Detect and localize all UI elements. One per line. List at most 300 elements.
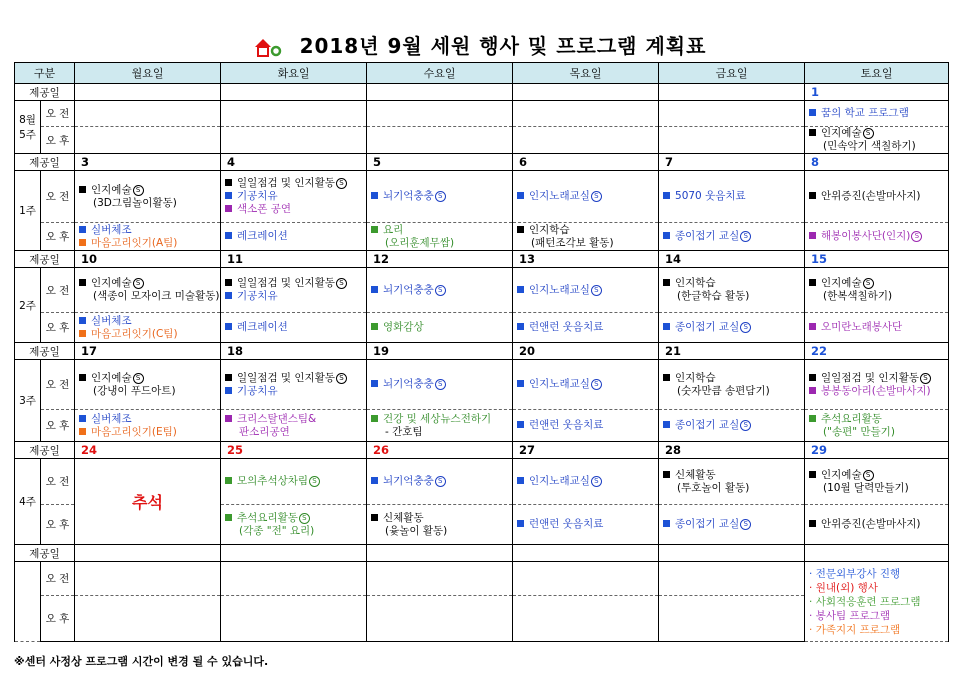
event-text: 모의추석상차림 bbox=[237, 475, 309, 487]
am-row bbox=[15, 268, 949, 313]
bullet-square-icon bbox=[517, 380, 524, 387]
date-cell: 3 bbox=[75, 154, 221, 171]
bullet-square-icon bbox=[809, 129, 816, 136]
event-text: 일일점검 및 인지활동 bbox=[237, 177, 335, 189]
s5-badge-icon: S bbox=[591, 285, 602, 296]
bullet-square-icon bbox=[79, 226, 86, 233]
event-text: (윷놀이 활동) bbox=[385, 524, 448, 537]
event-text: 런앤런 웃음치료 bbox=[529, 321, 604, 333]
bullet-square-icon bbox=[225, 323, 232, 330]
s5-badge-icon: S bbox=[920, 373, 931, 384]
event-item bbox=[225, 230, 362, 243]
bullet-square-icon bbox=[225, 387, 232, 394]
date-row bbox=[15, 251, 949, 268]
event-item bbox=[517, 190, 654, 203]
program-cell bbox=[367, 313, 513, 343]
bullet-square-icon bbox=[517, 477, 524, 484]
bullet-square-icon bbox=[809, 471, 816, 478]
event-item bbox=[663, 518, 800, 531]
event-text: 런앤런 웃음치료 bbox=[529, 419, 604, 431]
program-cell bbox=[513, 562, 659, 596]
header-category: 구분 bbox=[15, 63, 75, 84]
s5-badge-icon: S bbox=[740, 322, 751, 333]
program-cell bbox=[513, 360, 659, 410]
event-item bbox=[663, 419, 800, 432]
program-cell bbox=[659, 101, 805, 127]
bullet-square-icon bbox=[225, 477, 232, 484]
provide-label: 제공일 bbox=[15, 251, 75, 268]
week-label: 2주 bbox=[15, 268, 41, 343]
program-cell bbox=[513, 171, 659, 223]
s5-badge-icon: S bbox=[133, 278, 144, 289]
week-label bbox=[15, 562, 41, 642]
event-item bbox=[371, 475, 508, 488]
program-cell bbox=[221, 562, 367, 596]
bullet-square-icon bbox=[809, 415, 816, 422]
program-cell bbox=[513, 268, 659, 313]
event-text: 런앤런 웃음치료 bbox=[529, 518, 604, 530]
event-item bbox=[79, 277, 216, 290]
event-item bbox=[517, 321, 654, 334]
event-text: 기공치유 bbox=[237, 190, 278, 202]
legend-item: · 봉사팀 프로그램 bbox=[809, 609, 891, 622]
bullet-square-icon bbox=[79, 186, 86, 193]
date-cell: 24 bbox=[75, 442, 221, 459]
provide-label: 제공일 bbox=[15, 442, 75, 459]
date-row bbox=[15, 84, 949, 101]
event-item bbox=[663, 290, 800, 303]
date-cell: 6 bbox=[513, 154, 659, 171]
event-item bbox=[79, 372, 216, 385]
program-cell bbox=[659, 223, 805, 251]
program-cell bbox=[659, 268, 805, 313]
bullet-square-icon bbox=[371, 192, 378, 199]
event-item bbox=[517, 378, 654, 391]
program-cell bbox=[221, 360, 367, 410]
page-title bbox=[0, 30, 960, 59]
event-item bbox=[225, 177, 362, 190]
pm-row bbox=[15, 410, 949, 442]
bullet-square-icon bbox=[809, 192, 816, 199]
bullet-square-icon bbox=[225, 179, 232, 186]
program-cell bbox=[513, 505, 659, 545]
s5-badge-icon: S bbox=[435, 379, 446, 390]
s5-badge-icon: S bbox=[740, 420, 751, 431]
s5-badge-icon: S bbox=[336, 373, 347, 384]
event-item bbox=[663, 482, 800, 495]
event-item bbox=[79, 197, 216, 210]
event-text: (강냉이 푸드아트) bbox=[93, 384, 176, 397]
event-text: (10월 달력만들기) bbox=[823, 481, 909, 494]
bullet-square-icon bbox=[79, 279, 86, 286]
event-text: 꿈의 학교 프로그램 bbox=[821, 107, 909, 119]
date-cell: 19 bbox=[367, 343, 513, 360]
event-item bbox=[517, 237, 654, 250]
program-cell bbox=[513, 313, 659, 343]
event-item bbox=[809, 372, 944, 385]
program-cell bbox=[221, 101, 367, 127]
event-text: 마음고리잇기(A팀) bbox=[91, 236, 178, 249]
provide-label: 제공일 bbox=[15, 154, 75, 171]
program-cell bbox=[75, 101, 221, 127]
program-cell bbox=[75, 223, 221, 251]
date-cell: 15 bbox=[805, 251, 949, 268]
legend-item: · 사회적응훈련 프로그램 bbox=[809, 595, 921, 608]
date-row bbox=[15, 545, 949, 562]
s5-badge-icon: S bbox=[740, 519, 751, 530]
program-cell bbox=[367, 171, 513, 223]
date-cell: 27 bbox=[513, 442, 659, 459]
program-cell bbox=[221, 313, 367, 343]
bullet-square-icon bbox=[225, 374, 232, 381]
date-cell: 13 bbox=[513, 251, 659, 268]
bullet-square-icon bbox=[79, 374, 86, 381]
date-cell: 14 bbox=[659, 251, 805, 268]
event-text: (색종이 모자이크 미술활동) bbox=[93, 290, 220, 302]
date-cell: 7 bbox=[659, 154, 805, 171]
event-text: 일일점검 및 인지활동 bbox=[237, 371, 335, 384]
program-cell bbox=[805, 313, 949, 343]
event-item bbox=[371, 237, 508, 250]
s5-badge-icon: S bbox=[336, 178, 347, 189]
pm-row bbox=[15, 313, 949, 343]
bullet-square-icon bbox=[809, 520, 816, 527]
event-text: 인지학습 bbox=[529, 223, 570, 236]
event-text: 일일점검 및 인지활동 bbox=[821, 371, 919, 384]
program-cell bbox=[513, 410, 659, 442]
event-item bbox=[809, 277, 944, 290]
program-cell bbox=[805, 268, 949, 313]
date-cell: 10 bbox=[75, 251, 221, 268]
event-text: ("송편" 만들기) bbox=[823, 425, 895, 438]
bullet-square-icon bbox=[79, 239, 86, 246]
bullet-square-icon bbox=[517, 192, 524, 199]
am-label: 오 전 bbox=[41, 171, 75, 223]
program-cell bbox=[367, 596, 513, 642]
event-item bbox=[371, 190, 508, 203]
program-cell bbox=[513, 459, 659, 505]
program-cell bbox=[805, 171, 949, 223]
event-item bbox=[225, 385, 362, 398]
date-cell: 1 bbox=[805, 84, 949, 101]
pm-row bbox=[15, 127, 949, 154]
date-cell: 21 bbox=[659, 343, 805, 360]
event-text: 종이접기 교실 bbox=[675, 321, 740, 333]
program-cell bbox=[659, 410, 805, 442]
date-cell bbox=[805, 545, 949, 562]
date-cell bbox=[513, 545, 659, 562]
event-item bbox=[225, 413, 362, 426]
event-item bbox=[371, 378, 508, 391]
s5-badge-icon: S bbox=[336, 278, 347, 289]
header-row bbox=[15, 63, 949, 84]
program-cell bbox=[75, 562, 221, 596]
event-text: (투호놀이 활동) bbox=[677, 481, 750, 494]
event-item bbox=[79, 290, 220, 303]
week-label: 1주 bbox=[15, 171, 41, 251]
program-cell bbox=[221, 171, 367, 223]
pm-row bbox=[15, 223, 949, 251]
s5-badge-icon: S bbox=[299, 513, 310, 524]
s5-badge-icon: S bbox=[863, 128, 874, 139]
bullet-square-icon bbox=[225, 514, 232, 521]
event-text: 종이접기 교실 bbox=[675, 230, 740, 242]
date-cell: 28 bbox=[659, 442, 805, 459]
bullet-square-icon bbox=[225, 292, 232, 299]
event-item bbox=[809, 127, 944, 140]
program-cell bbox=[75, 127, 221, 154]
event-item bbox=[517, 284, 654, 297]
bullet-square-icon bbox=[225, 205, 232, 212]
s5-badge-icon: S bbox=[591, 379, 602, 390]
event-text: (한글학습 활동) bbox=[677, 290, 750, 302]
program-cell bbox=[221, 268, 367, 313]
date-cell: 26 bbox=[367, 442, 513, 459]
date-cell: 5 bbox=[367, 154, 513, 171]
bullet-square-icon bbox=[225, 192, 232, 199]
pm-label: 오 후 bbox=[41, 505, 75, 545]
s5-badge-icon: S bbox=[435, 285, 446, 296]
event-text: 뇌기억충충 bbox=[383, 283, 434, 296]
title-text: 2018년 9월 세원 행사 및 프로그램 계획표 bbox=[299, 34, 707, 58]
event-text: 인지예술 bbox=[821, 127, 862, 139]
program-cell bbox=[659, 313, 805, 343]
event-item bbox=[809, 413, 944, 426]
bullet-square-icon bbox=[225, 279, 232, 286]
legend-item: · 가족지지 프로그램 bbox=[809, 623, 901, 636]
event-item bbox=[809, 426, 944, 439]
event-item bbox=[809, 107, 944, 120]
event-item bbox=[371, 224, 508, 237]
bullet-square-icon bbox=[517, 226, 524, 233]
am-row bbox=[15, 360, 949, 410]
event-text: 인지노래교실 bbox=[529, 283, 590, 296]
program-cell bbox=[221, 410, 367, 442]
bullet-square-icon bbox=[663, 323, 670, 330]
program-cell bbox=[367, 223, 513, 251]
bullet-square-icon bbox=[371, 514, 378, 521]
event-text: 오미란노래봉사단 bbox=[821, 321, 903, 333]
program-cell bbox=[513, 223, 659, 251]
week-label: 8월 5주 bbox=[15, 101, 41, 154]
event-item bbox=[517, 475, 654, 488]
event-item bbox=[371, 525, 508, 538]
bullet-square-icon bbox=[79, 428, 86, 435]
event-text: 실버체조 bbox=[91, 314, 132, 327]
am-label: 오 전 bbox=[41, 268, 75, 313]
bullet-square-icon bbox=[663, 192, 670, 199]
event-item bbox=[663, 469, 800, 482]
bullet-square-icon bbox=[225, 232, 232, 239]
event-text: 종이접기 교실 bbox=[675, 518, 740, 530]
program-cell bbox=[805, 223, 949, 251]
program-cell bbox=[75, 410, 221, 442]
pm-label: 오 후 bbox=[41, 410, 75, 442]
provide-label: 제공일 bbox=[15, 343, 75, 360]
event-text: 인지학습 bbox=[675, 371, 716, 384]
date-cell: 11 bbox=[221, 251, 367, 268]
event-item bbox=[225, 190, 362, 203]
event-text: 인지노래교실 bbox=[529, 190, 590, 202]
bullet-square-icon bbox=[371, 477, 378, 484]
bullet-square-icon bbox=[371, 323, 378, 330]
bullet-square-icon bbox=[809, 279, 816, 286]
event-text: 기공치유 bbox=[237, 384, 278, 397]
bullet-square-icon bbox=[79, 317, 86, 324]
bullet-square-icon bbox=[663, 520, 670, 527]
header-thu: 목요일 bbox=[513, 63, 659, 84]
event-item bbox=[79, 237, 216, 250]
date-cell: 8 bbox=[805, 154, 949, 171]
event-item bbox=[79, 385, 216, 398]
event-text: 판소리공연 bbox=[239, 425, 290, 438]
am-row bbox=[15, 562, 949, 596]
program-cell bbox=[221, 223, 367, 251]
schedule-table bbox=[14, 62, 949, 642]
am-row bbox=[15, 101, 949, 127]
program-cell bbox=[367, 505, 513, 545]
logo bbox=[254, 37, 282, 59]
event-text: 색소폰 공연 bbox=[237, 203, 292, 215]
event-item bbox=[225, 372, 362, 385]
date-cell: 20 bbox=[513, 343, 659, 360]
bullet-square-icon bbox=[371, 415, 378, 422]
program-cell bbox=[367, 127, 513, 154]
event-item bbox=[371, 413, 508, 426]
event-text: 안위증진(손발마사지) bbox=[821, 518, 921, 530]
program-cell bbox=[367, 268, 513, 313]
event-item bbox=[809, 469, 944, 482]
header-fri: 금요일 bbox=[659, 63, 805, 84]
pm-label: 오 후 bbox=[41, 127, 75, 154]
bullet-square-icon bbox=[371, 380, 378, 387]
event-text: 영화감상 bbox=[383, 321, 424, 333]
bullet-square-icon bbox=[809, 323, 816, 330]
event-item bbox=[79, 184, 216, 197]
event-item bbox=[371, 284, 508, 297]
event-item bbox=[517, 419, 654, 432]
program-cell bbox=[659, 459, 805, 505]
program-cell bbox=[75, 360, 221, 410]
event-item bbox=[225, 203, 362, 216]
event-text: 인지학습 bbox=[675, 277, 716, 289]
am-label: 오 전 bbox=[41, 562, 75, 596]
event-text: 크리스탈댄스팀& bbox=[237, 412, 317, 425]
date-cell bbox=[659, 545, 805, 562]
event-text: 뇌기억충충 bbox=[383, 378, 434, 390]
event-text: 요리 bbox=[383, 223, 404, 236]
event-text: 인지예술 bbox=[91, 183, 132, 196]
event-text: 인지예술 bbox=[821, 277, 862, 289]
program-cell bbox=[367, 101, 513, 127]
event-item bbox=[809, 290, 944, 303]
event-item bbox=[225, 475, 362, 488]
event-item bbox=[809, 230, 944, 243]
event-item bbox=[79, 315, 216, 328]
program-cell bbox=[221, 505, 367, 545]
event-item bbox=[225, 277, 362, 290]
program-cell bbox=[805, 360, 949, 410]
date-cell bbox=[75, 84, 221, 101]
program-cell bbox=[367, 360, 513, 410]
am-label: 오 전 bbox=[41, 459, 75, 505]
event-text: 안위증진(손발마사지) bbox=[821, 190, 921, 202]
event-text: 인지노래교실 bbox=[529, 475, 590, 487]
event-text: (3D그림놀이활동) bbox=[93, 196, 177, 209]
program-cell bbox=[659, 562, 805, 596]
date-cell: 12 bbox=[367, 251, 513, 268]
bullet-square-icon bbox=[663, 471, 670, 478]
bullet-square-icon bbox=[517, 421, 524, 428]
s5-badge-icon: S bbox=[740, 231, 751, 242]
event-item bbox=[809, 482, 944, 495]
event-text: 인지예술 bbox=[91, 371, 132, 384]
date-cell bbox=[221, 545, 367, 562]
date-cell bbox=[513, 84, 659, 101]
s5-badge-icon: S bbox=[911, 231, 922, 242]
provide-label: 제공일 bbox=[15, 84, 75, 101]
bullet-square-icon bbox=[663, 374, 670, 381]
event-text: 레크레이션 bbox=[237, 321, 288, 333]
program-cell bbox=[659, 127, 805, 154]
bullet-square-icon bbox=[809, 374, 816, 381]
event-text: (오리훈제무쌈) bbox=[385, 236, 455, 249]
event-text: 해봉이봉사단(인지) bbox=[821, 230, 911, 242]
s5-badge-icon: S bbox=[863, 278, 874, 289]
program-cell bbox=[221, 596, 367, 642]
event-item bbox=[663, 190, 800, 203]
program-cell bbox=[805, 127, 949, 154]
s5-badge-icon: S bbox=[591, 191, 602, 202]
bullet-square-icon bbox=[809, 387, 816, 394]
event-item bbox=[663, 277, 800, 290]
program-cell bbox=[221, 127, 367, 154]
event-text: 인지예술 bbox=[91, 277, 132, 289]
provide-label: 제공일 bbox=[15, 545, 75, 562]
s5-badge-icon: S bbox=[309, 476, 320, 487]
event-item bbox=[809, 518, 944, 531]
event-item bbox=[225, 426, 362, 439]
pm-label: 오 후 bbox=[41, 596, 75, 642]
event-text: 추석요리활동 bbox=[821, 412, 882, 425]
event-text: 신체활동 bbox=[383, 511, 424, 524]
program-cell bbox=[805, 505, 949, 545]
bullet-square-icon bbox=[371, 286, 378, 293]
event-item bbox=[663, 372, 800, 385]
event-text: 추석요리활동 bbox=[237, 511, 298, 524]
program-cell bbox=[805, 101, 949, 127]
bullet-square-icon bbox=[517, 286, 524, 293]
event-item bbox=[809, 190, 944, 203]
event-item bbox=[663, 321, 800, 334]
header-wed: 수요일 bbox=[367, 63, 513, 84]
event-text: 건강 및 세상뉴스전하기 bbox=[383, 412, 492, 425]
event-text: 레크레이션 bbox=[237, 230, 288, 242]
event-item bbox=[517, 518, 654, 531]
bullet-square-icon bbox=[809, 109, 816, 116]
event-item bbox=[225, 290, 362, 303]
header-sat: 토요일 bbox=[805, 63, 949, 84]
bullet-square-icon bbox=[517, 520, 524, 527]
event-text: 인지예술 bbox=[821, 468, 862, 481]
program-cell bbox=[75, 596, 221, 642]
event-text: (민속악기 색칠하기) bbox=[823, 140, 916, 152]
bullet-square-icon bbox=[663, 232, 670, 239]
program-cell bbox=[659, 596, 805, 642]
pm-label: 오 후 bbox=[41, 223, 75, 251]
s5-badge-icon: S bbox=[591, 476, 602, 487]
footnote: ※센터 사정상 프로그램 시간이 변경 될 수 있습니다. bbox=[14, 655, 269, 668]
